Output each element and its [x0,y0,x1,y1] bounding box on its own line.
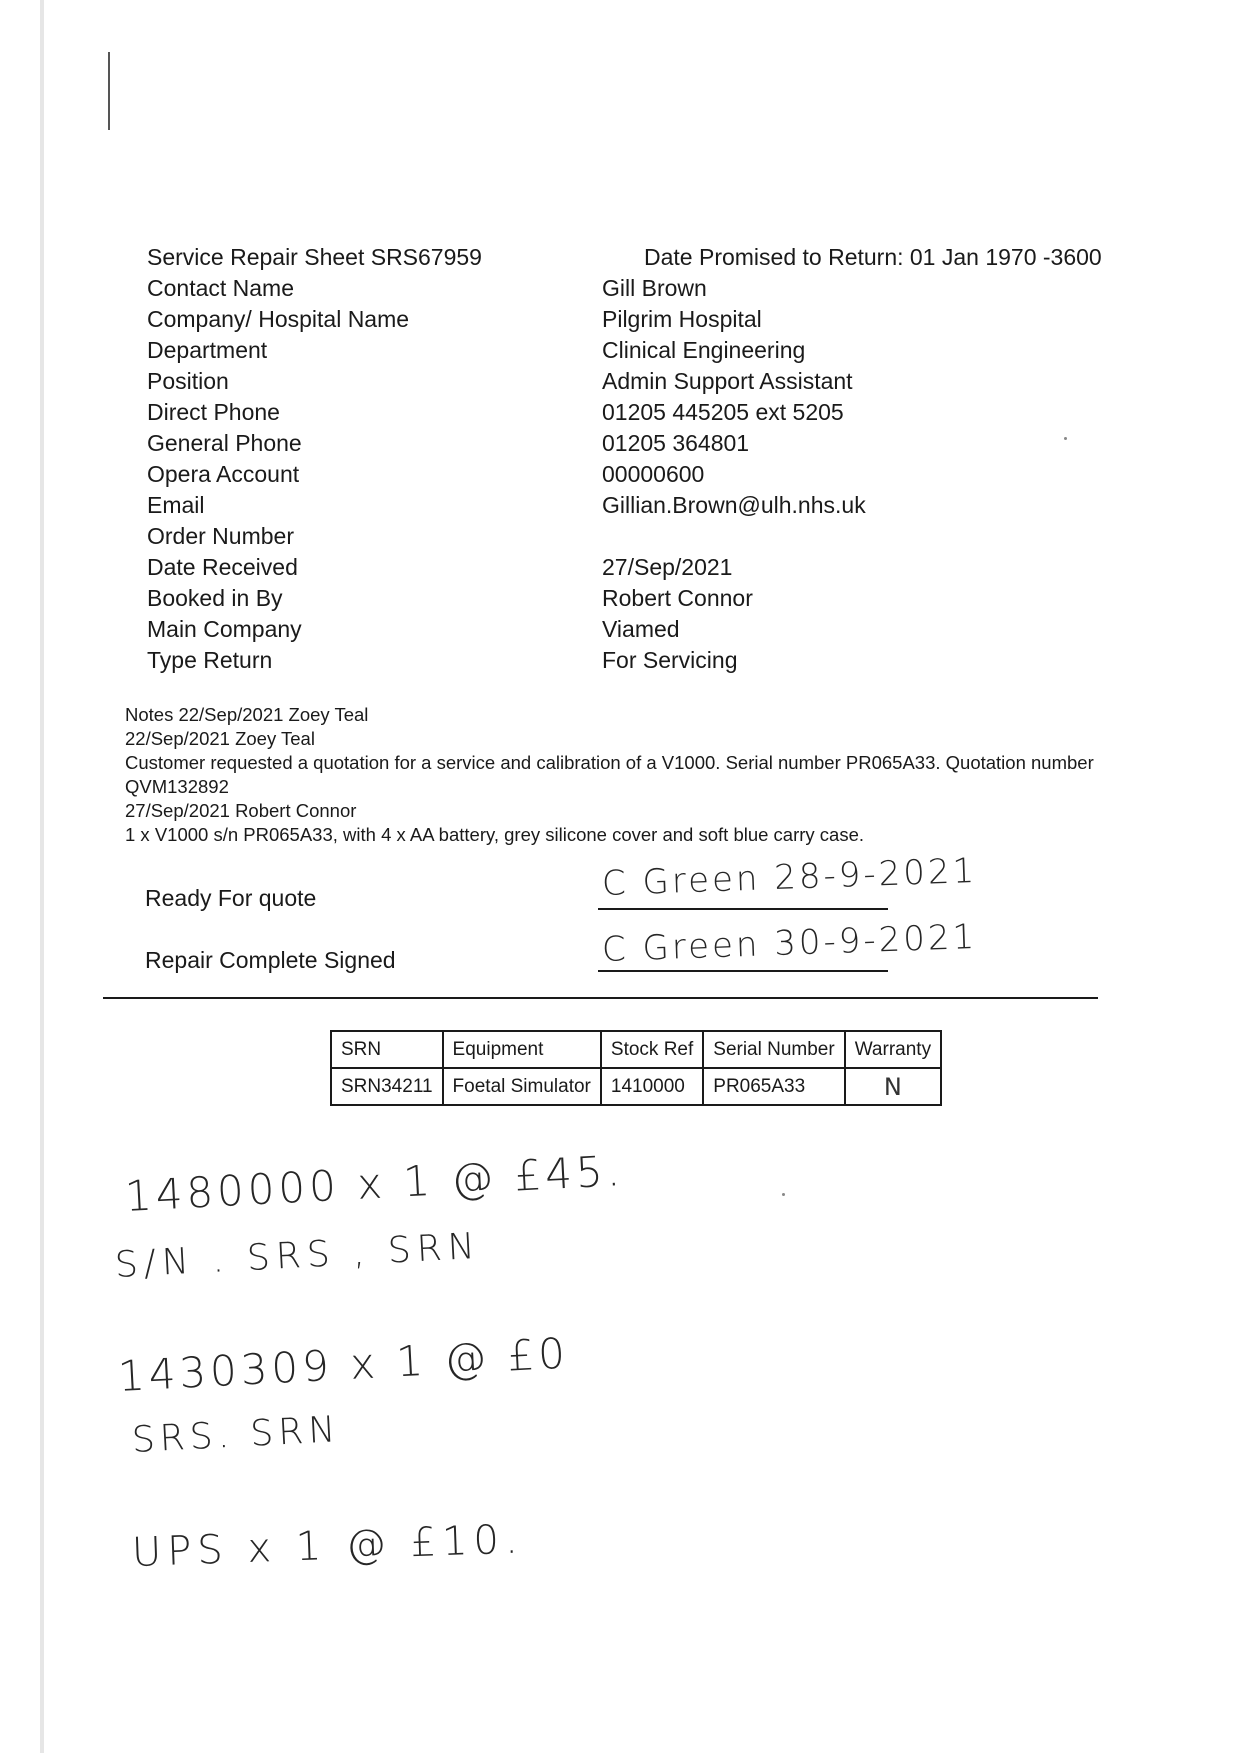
column-header-stock-ref: Stock Ref [601,1031,703,1068]
cell-srn: SRN34211 [331,1068,443,1105]
handwritten-note: S/N . SRS , SRN [113,1225,482,1286]
field-value: For Servicing [602,647,738,673]
field-label: Order Number [147,523,294,549]
notes-section [125,703,1235,847]
field-value: 01205 445205 ext 5205 [602,399,844,425]
handwritten-note: 1430309 x 1 @ £0 [116,1328,571,1401]
cell-stock-ref: 1410000 [601,1068,703,1105]
column-header-srn: SRN [331,1031,443,1068]
field-label: Date Received [147,554,298,580]
signature-line [598,970,888,972]
notes-line: QVM132892 [125,776,229,797]
scan-edge [40,0,44,1753]
field-label: Company/ Hospital Name [147,306,410,332]
handwritten-note: 1480000 x 1 @ £45. [123,1145,626,1221]
cell-warranty: N [845,1068,941,1105]
field-label: Type Return [147,647,273,673]
field-label: Direct Phone [147,399,280,425]
sheet-title: Service Repair Sheet SRS67959 [147,244,482,270]
field-value: Robert Connor [602,585,753,611]
cell-serial-number: PR065A33 [703,1068,844,1105]
field-label: Contact Name [147,275,295,301]
field-value: 00000600 [602,461,705,487]
field-label: Main Company [147,616,302,642]
field-label: Booked in By [147,585,283,611]
field-value: Gillian.Brown@ulh.nhs.uk [602,492,866,518]
column-header-equipment: Equipment [443,1031,601,1068]
handwritten-note: UPS x 1 @ £10. [131,1516,525,1576]
complete-signature: C Green 30-9-2021 [601,916,978,970]
field-label: Department [147,337,268,363]
notes-line: 22/Sep/2021 Zoey Teal [125,728,315,749]
cell-equipment: Foetal Simulator [443,1068,601,1105]
notes-line: 27/Sep/2021 Robert Connor [125,800,357,821]
column-header-serial-number: Serial Number [703,1031,844,1068]
field-value: 27/Sep/2021 [602,554,733,580]
signature-line [598,908,888,910]
section-divider [103,997,1098,999]
corner-mark [108,52,110,130]
ready-for-quote-label: Ready For quote [145,885,317,911]
table-header-row [331,1031,941,1068]
ready-signature: C Green 28-9-2021 [601,850,978,904]
equipment-table [330,1030,942,1106]
repair-complete-label: Repair Complete Signed [145,947,396,973]
notes-line: 1 x V1000 s/n PR065A33, with 4 x AA battery, grey silicone cover and soft blue carry case. [125,824,865,845]
field-value: Gill Brown [602,275,707,301]
date-promised: Date Promised to Return: 01 Jan 1970 -3600 [644,244,1102,270]
field-value: Viamed [602,616,680,642]
field-value: Admin Support Assistant [602,368,853,394]
notes-line: Customer requested a quotation for a service and calibration of a V1000. Serial number PR065A33. Quotation number [125,752,1094,773]
column-header-warranty: Warranty [845,1031,941,1068]
field-value: Pilgrim Hospital [602,306,762,332]
scan-speck [1064,437,1067,440]
field-label: General Phone [147,430,302,456]
handwritten-note: SRS. SRN [130,1409,342,1461]
field-label: Email [147,492,205,518]
table-row [331,1068,941,1105]
notes-heading: Notes 22/Sep/2021 Zoey Teal [125,704,369,725]
field-value: 01205 364801 [602,430,750,456]
field-value: Clinical Engineering [602,337,806,363]
scan-speck [782,1193,785,1196]
field-label: Position [147,368,229,394]
field-label: Opera Account [147,461,300,487]
